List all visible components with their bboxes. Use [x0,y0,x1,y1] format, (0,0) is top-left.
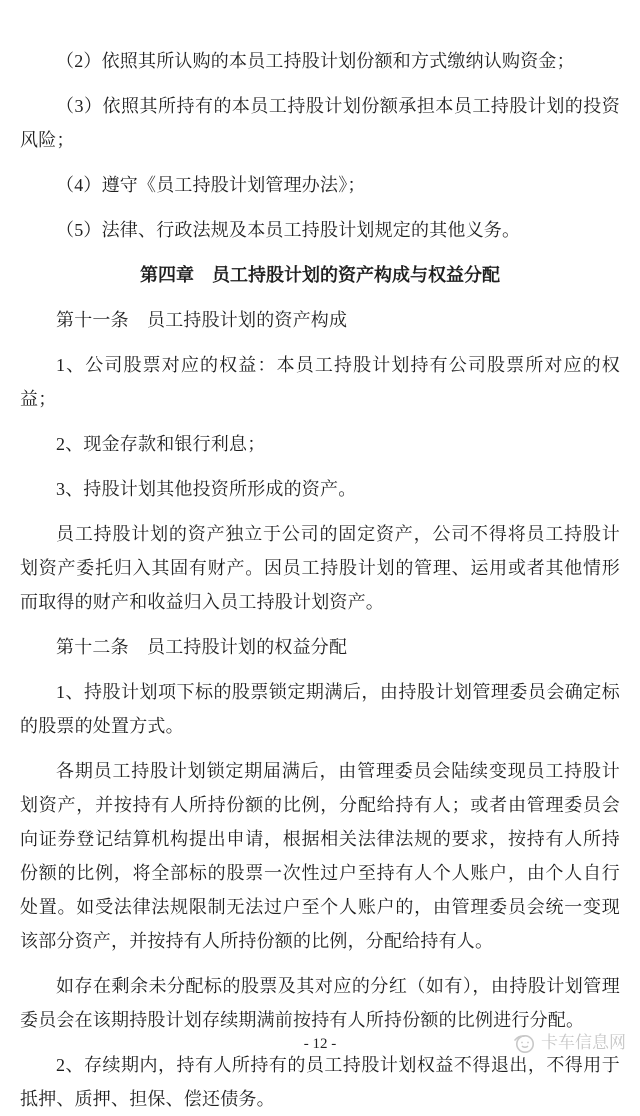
obligation-item-5: （5）法律、行政法规及本员工持股计划规定的其他义务。 [56,220,521,240]
article-11-item-3: 3、持股计划其他投资所形成的资产。 [56,479,357,499]
article-11-paragraph: 员工持股计划的资产独立于公司的固定资产，公司不得将员工持股计划资产委托归入其固有财产。因员工持股计划的管理、运用或者其他情形而取得的财产和收益归入员工持股计划资产。 [20,524,620,612]
article-12-paragraph-3: 如存在剩余未分配标的股票及其对应的分红（如有），由持股计划管理委员会在该期持股计划存续期满前按持有人所持份额的比例进行分配。 [20,976,620,1030]
watermark-logo-icon [512,1031,536,1055]
article-12-paragraph-2: 各期员工持股计划锁定期届满后，由管理委员会陆续变现员工持股计划资产，并按持有人所持份额的比例，分配给持有人；或者由管理委员会向证券登记结算机构提出申请，根据相关法律法规的要求，按持有人所持份额的比例，将全部标的股票一次性过户至持有人个人账户，由个人自行处置。如受法律法规限制无法过户至个人账户的，由管理委员会统一变现该部分资产，并按持有人所持份额的比例，分配给持有人。 [20,761,620,951]
article-12-paragraph-1: 1、持股计划项下标的股票锁定期满后，由持股计划管理委员会确定标的股票的处置方式。 [20,682,620,736]
article-11-item-2: 2、现金存款和银行利息； [56,434,266,454]
obligation-item-4: （4）遵守《员工持股计划管理办法》； [56,175,366,195]
obligation-item-2: （2）依照其所认购的本员工持股计划份额和方式缴纳认购资金； [56,51,575,71]
article-12-paragraph-4: 2、存续期内，持有人所持有的员工持股计划权益不得退出，不得用于抵押、质押、担保、偿还债务。 [20,1055,620,1109]
article-11-title: 第十一条 员工持股计划的资产构成 [56,310,348,330]
watermark [512,1031,626,1055]
obligation-item-3: （3）依照其所持有的本员工持股计划份额承担本员工持股计划的投资风险； [20,96,620,150]
watermark-text: 卡车信息网 [541,1033,626,1052]
chapter-heading: 第四章 员工持股计划的资产构成与权益分配 [140,265,500,285]
page-number: - 12 - [303,1036,337,1052]
article-11-item-1: 1、公司股票对应的权益：本员工持股计划持有公司股票所对应的权益； [20,355,620,409]
article-12-title: 第十二条 员工持股计划的权益分配 [56,637,348,657]
